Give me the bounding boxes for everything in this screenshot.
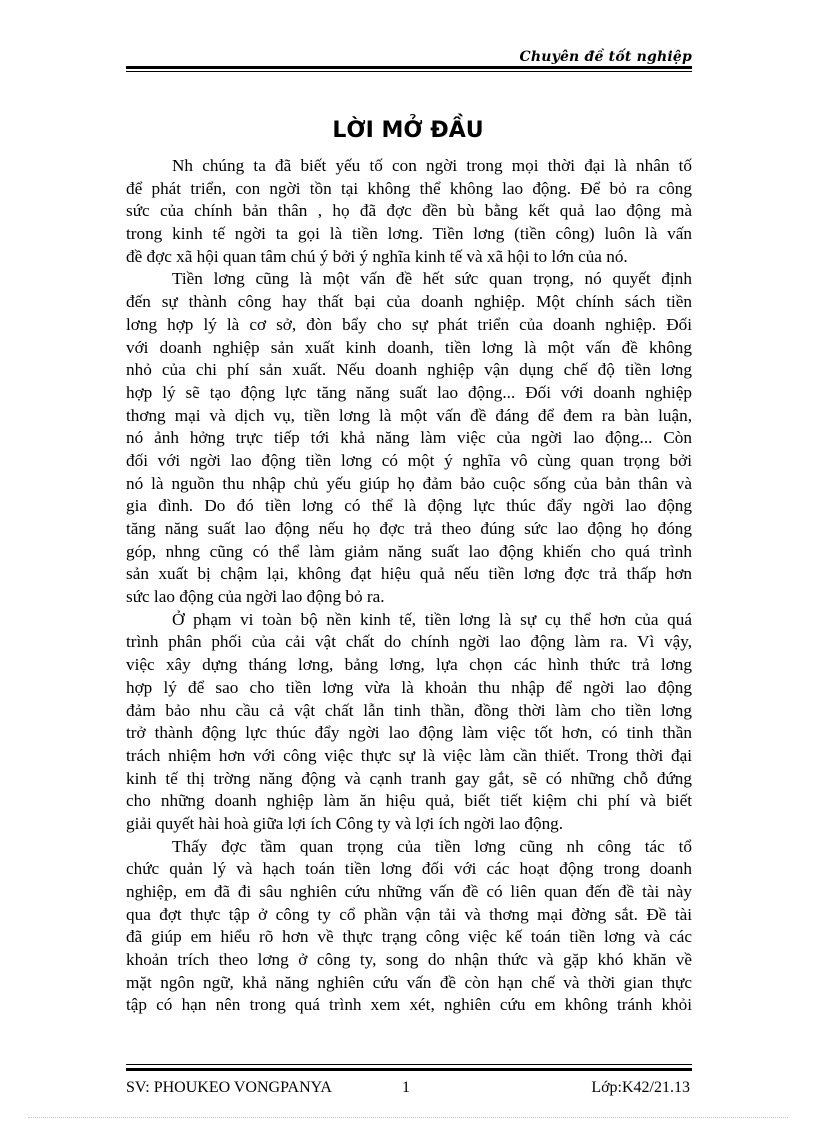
page-title: LỜI MỞ ĐẦU: [332, 118, 484, 143]
body-text: [126, 155, 692, 1017]
text-line: với doanh nghiệp sản xuất kinh doanh, tiền lơng là một vấn đề không: [126, 337, 692, 357]
header-rule-thin: [126, 71, 692, 72]
header-rule-thick: [126, 66, 692, 69]
text-line: mặt ngôn ngữ, khả năng nghiên cứu vấn đề còn hạn chế và thời gian thực: [126, 972, 692, 992]
text-line: hợp lý để sao cho tiền lơng vừa là khoản thu nhập để ngời lao động: [126, 677, 692, 697]
text-line: tập có hạn nên trong quá trình xem xét, nghiên cứu em không tránh khỏi: [126, 995, 692, 1015]
paragraph: [126, 155, 692, 268]
text-line: trở thành động lực thúc đẩy ngời lao động làm việc tốt hơn, có tinh thần: [126, 723, 692, 743]
text-line: Nh chúng ta đã biết yếu tố con ngời trong mọi thời đại là nhân tố: [172, 156, 692, 175]
text-line: lơng hợp lý là cơ sở, đòn bẩy cho sự phát triển của doanh nghiệp. Đối: [126, 314, 692, 334]
text-line: sức lao động của ngời lao động bỏ ra.: [126, 587, 385, 607]
text-line: đảm bảo nhu cầu cả vật chất lẫn tinh thần, đồng thời làm cho tiền lơng: [126, 700, 692, 720]
text-line: kinh tế thị trờng năng động và cạnh tranh gay gắt, sẽ có những chỗ đứng: [126, 768, 692, 788]
text-line: Ở phạm vi toàn bộ nền kinh tế, tiền lơng là sự cụ thể hơn của quá: [172, 609, 692, 629]
text-line: hợp lý sẽ tạo động lực tăng năng suất lao động... Đối với doanh nghiệp: [126, 382, 692, 402]
text-line: qua đợt thực tập ở công ty cổ phần vận tải và thơng mại đờng sắt. Đề tài: [126, 904, 692, 924]
text-line: đề đợc xã hội quan tâm chú ý bởi ý nghĩa kinh tế và xã hội to lớn của nó.: [126, 246, 628, 266]
text-line: sức của chính bản thân , họ đã đợc đền bù bằng kết quả lao động mà: [126, 201, 692, 221]
paragraph: [126, 609, 692, 836]
footer-rule-thin: [126, 1064, 692, 1065]
text-line: chức quản lý và hạch toán tiền lơng đối với các hoạt động trong doanh: [126, 859, 692, 879]
text-line: thơng mại và dịch vụ, tiền lơng là một vấn đề đáng để đem ra bàn luận,: [126, 405, 692, 425]
text-line: nó là nguồn thu nhập chủ yếu giúp họ đảm bảo cuộc sống của bản thân và: [126, 473, 692, 493]
text-line: nhỏ của chi phí sản xuất. Nếu doanh nghiệp vận dụng chế độ tiền lơng: [126, 360, 692, 380]
footer-page-number: 1: [402, 1079, 410, 1096]
text-line: giải quyết hài hoà giữa lợi ích Công ty và lợi ích ngời lao động.: [126, 813, 564, 833]
text-line: nghiệp, em đã đi sâu nghiên cứu những vấn đề có liên quan đến đề tài này: [126, 882, 692, 901]
footer-rule-thick: [126, 1068, 692, 1071]
text-line: trong kinh tế ngời ta gọi là tiền lơng. Tiền lơng (tiền công) luôn là vấn: [126, 224, 692, 244]
text-line: Thấy đợc tầm quan trọng của tiền lơng cũng nh công tác tổ: [172, 836, 692, 856]
text-line: trách nhiệm hơn với công việc thực sự là việc làm cần thiết. Trong thời đại: [126, 745, 692, 765]
running-title: Chuyên đề tốt nghiệp: [519, 49, 692, 65]
text-line: gia đình. Do đó tiền lơng có thể là động lực thúc đẩy ngời lao động: [126, 496, 692, 516]
text-line: nó ảnh hởng trực tiếp tới khả năng làm việc của ngời lao động... Còn: [126, 428, 692, 448]
text-line: cho những doanh nghiệp làm ăn hiệu quả, biết tiết kiệm chi phí và biết: [126, 791, 692, 811]
text-line: góp, nhng cũng có thể làm giảm năng suất lao động khiến cho quá trình: [126, 541, 692, 561]
text-line: tăng năng suất lao động nếu họ đợc trả theo đúng sức lao động họ đóng: [126, 519, 692, 538]
text-line: đến sự thành công hay thất bại của doanh nghiệp. Một chính sách tiền: [126, 292, 692, 312]
text-line: việc xây dựng tháng lơng, bảng lơng, lựa chọn các hình thức trả lơng: [126, 655, 692, 675]
paragraph: [126, 836, 692, 1018]
footer-student-name: SV: PHOUKEO VONGPANYA: [126, 1079, 332, 1096]
text-line: trình phân phối của cải vật chất do chính ngời lao động làm ra. Vì vậy,: [126, 632, 692, 652]
page-bottom-edge: [28, 1117, 788, 1118]
footer-class: Lớp:K42/21.13: [591, 1079, 690, 1096]
paragraph: [126, 268, 692, 608]
text-line: Tiền lơng cũng là một vấn đề hết sức quan trọng, nó quyết định: [172, 269, 692, 289]
text-line: khoản trích theo lơng ở công ty, song do nhận thức và gặp khó khăn về: [126, 950, 692, 970]
text-line: để phát triển, con ngời tồn tại không thể không lao động. Để bỏ ra công: [126, 178, 692, 198]
text-line: đối với ngời lao động tiền lơng có một ý nghĩa vô cùng quan trọng bởi: [126, 450, 692, 470]
text-line: sản xuất bị chậm lại, không đạt hiệu quả nếu tiền lơng đợc trả thấp hơn: [126, 564, 692, 584]
text-line: đã giúp em hiểu rõ hơn về thực trạng công việc kế toán tiền lơng và các: [126, 927, 692, 947]
